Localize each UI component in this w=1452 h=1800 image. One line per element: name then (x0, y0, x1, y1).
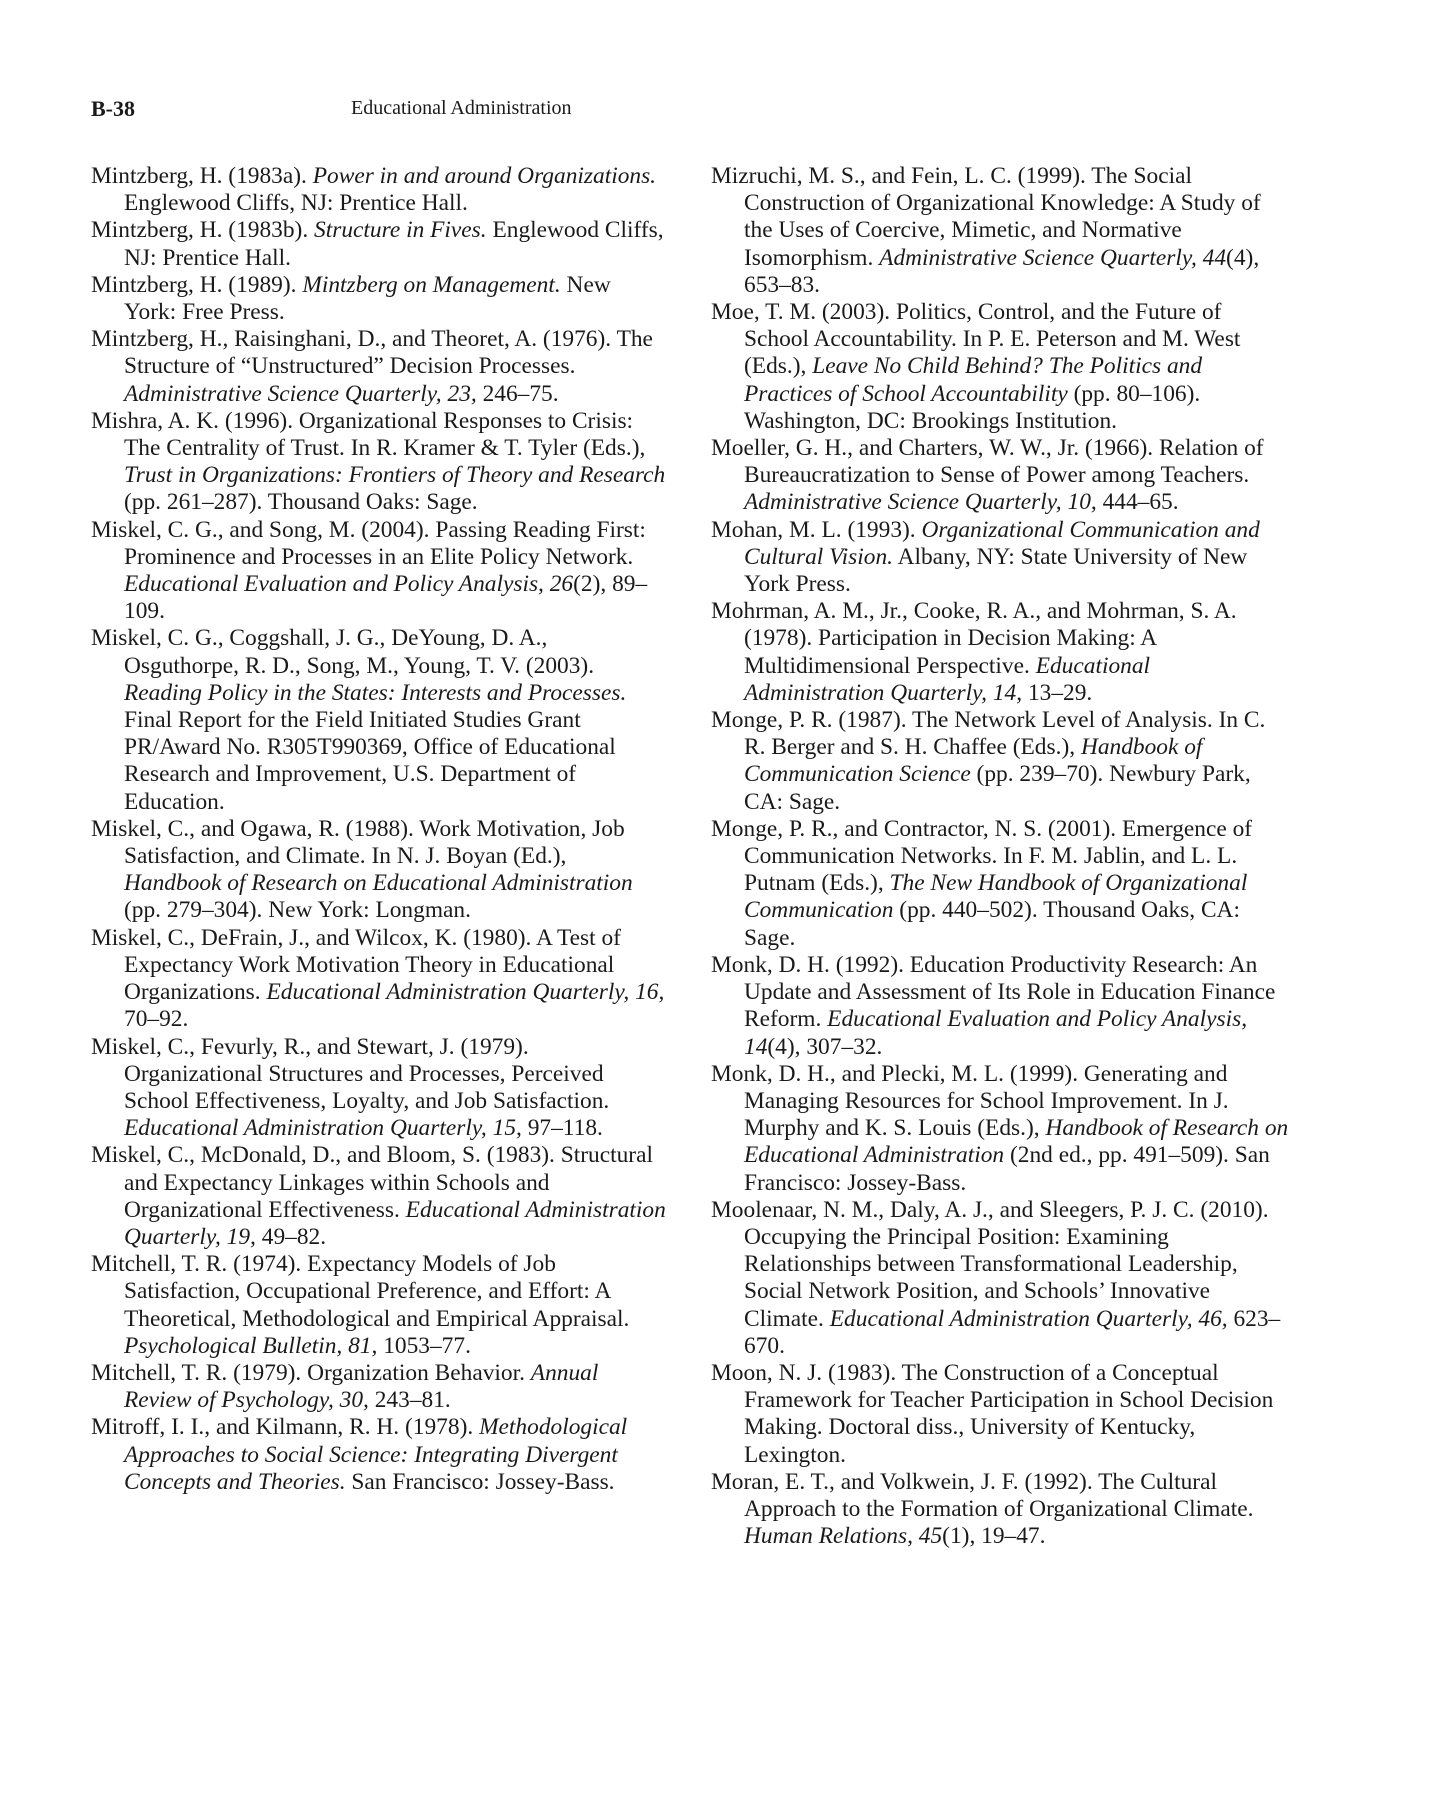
reference-entry: Miskel, C. G., and Song, M. (2004). Passing Reading First: Prominence and Processes in an Elite Policy Network. Educational Evaluation and Policy Analysis, 26(2), 89–109. (91, 516, 648, 625)
reference-entry: Mohan, M. L. (1993). Organizational Communication and Cultural Vision. Albany, NY: State University of New York Press. (711, 516, 1260, 598)
reference-entry: Monge, P. R. (1987). The Network Level of Analysis. In C. R. Berger and S. H. Chaffee (Eds.), Handbook of Communication Science (pp. 239–70). Newbury Park, CA: Sage. (711, 707, 1266, 815)
reference-entry: Moolenaar, N. M., Daly, A. J., and Sleegers, P. J. C. (2010). Occupying the Principal Position: Examining Relationships between Transformational Leadership, Social Network Position, and Schools’ Innovative Climate. Educational Administration Quarterly, 46, 623–670. (711, 1196, 1281, 1359)
reference-entry: Moe, T. M. (2003). Politics, Control, and the Future of School Accountability. In P. E. Peterson and M. West (Eds.), Leave No Child Behind? The Politics and Practices of School Accountability (pp. 80–106). Washington, DC: Brookings Institution. (711, 299, 1241, 434)
reference-entry: Mitroff, I. I., and Kilmann, R. H. (1978). Methodological Approaches to Social Science: Integrating Divergent Concepts and Theories. San Francisco: Jossey-Bass. (91, 1414, 628, 1495)
reference-entry: Monk, D. H. (1992). Education Productivity Research: An Update and Assessment of Its Role in Education Finance Reform. Educational Evaluation and Policy Analysis, 14(4), 307–32. (711, 951, 1276, 1060)
reference-entry: Miskel, C., Fevurly, R., and Stewart, J. (1979). Organizational Structures and Processes, Perceived School Effectiveness, Loyalty, and Job Satisfaction. Educational Administration Quarterly, 15, 97–118. (91, 1033, 610, 1142)
reference-entry: Monge, P. R., and Contractor, N. S. (2001). Emergence of Communication Networks. In F. M. Jablin, and L. L. Putnam (Eds.), The New Handbook of Organizational Communication (pp. 440–502). Thousand Oaks, CA: Sage. (711, 815, 1253, 951)
reference-entry: Mintzberg, H. (1983a). Power in and around Organizations. Englewood Cliffs, NJ: Prentice Hall. (91, 163, 657, 217)
reference-entry: Moran, E. T., and Volkwein, J. F. (1992). The Cultural Approach to the Formation of Organizational Climate. Human Relations, 45(1), 19–47. (711, 1468, 1254, 1550)
reference-entry: Miskel, C. G., Coggshall, J. G., DeYoung, D. A., Osguthorpe, R. D., Song, M., Young, T. V. (2003). Reading Policy in the States: Interests and Processes. Final Report for the Field Initiated Studies Grant PR/Award No. R305T990369, Office of Educational Research and Improvement, U.S. Department of Education. (91, 625, 627, 815)
reference-entry: Miskel, C., McDonald, D., and Bloom, S. (1983). Structural and Expectancy Linkages within Schools and Organizational Effectiveness. Educational Administration Quarterly, 19, 49–82. (91, 1142, 666, 1250)
reference-entry: Moon, N. J. (1983). The Construction of a Conceptual Framework for Teacher Participation in School Decision Making. Doctoral diss., University of Kentucky, Lexington. (711, 1359, 1274, 1468)
reference-entry: Mizruchi, M. S., and Fein, L. C. (1999). The Social Construction of Organizational Knowledge: A Study of the Uses of Coercive, Mimetic, and Normative Isomorphism. Administrative Science Quarterly, 44(4), 653–83. (711, 163, 1261, 298)
references-right-column (711, 163, 1291, 1550)
reference-entry: Mintzberg, H. (1989). Mintzberg on Management. New York: Free Press. (91, 271, 611, 326)
page-number: B-38 (91, 96, 135, 121)
references-left-column (91, 163, 666, 1496)
reference-entry: Mintzberg, H., Raisinghani, D., and Theoret, A. (1976). The Structure of “Unstructured” Decision Processes. Administrative Science Quarterly, 23, 246–75. (91, 326, 653, 407)
reference-entry: Mishra, A. K. (1996). Organizational Responses to Crisis: The Centrality of Trust. In R. Kramer & T. Tyler (Eds.), Trust in Organizations: Frontiers of Theory and Research (pp. 261–287). Thousand Oaks: Sage. (91, 407, 666, 516)
reference-entry: Moeller, G. H., and Charters, W. W., Jr. (1966). Relation of Bureaucratization to Sense of Power among Teachers. Administrative Science Quarterly, 10, 444–65. (711, 435, 1264, 516)
reference-entry: Mitchell, T. R. (1974). Expectancy Models of Job Satisfaction, Occupational Preference, and Effort: A Theoretical, Methodological and Empirical Appraisal. Psychological Bulletin, 81, 1053–77. (91, 1251, 630, 1359)
reference-entry: Mitchell, T. R. (1979). Organization Behavior. Annual Review of Psychology, 30, 243–81. (91, 1359, 599, 1414)
reference-entry: Mohrman, A. M., Jr., Cooke, R. A., and Mohrman, S. A. (1978). Participation in Decision Making: A Multidimensional Perspective. Educational Administration Quarterly, 14, 13–29. (711, 598, 1237, 706)
reference-entry: Monk, D. H., and Plecki, M. L. (1999). Generating and Managing Resources for School Improvement. In J. Murphy and K. S. Louis (Eds.), Handbook of Research on Educational Administration (2nd ed., pp. 491–509). San Francisco: Jossey-Bass. (711, 1060, 1289, 1196)
running-title: Educational Administration (351, 97, 572, 119)
page-header (91, 96, 1291, 126)
reference-entry: Mintzberg, H. (1983b). Structure in Fives. Englewood Cliffs, NJ: Prentice Hall. (91, 217, 664, 271)
reference-entry: Miskel, C., DeFrain, J., and Wilcox, K. (1980). A Test of Expectancy Work Motivation Theory in Educational Organizations. Educational Administration Quarterly, 16, 70–92. (91, 924, 665, 1033)
reference-entry: Miskel, C., and Ogawa, R. (1988). Work Motivation, Job Satisfaction, and Climate. In N. J. Boyan (Ed.), Handbook of Research on Educational Administration (pp. 279–304). New York: Longman. (91, 815, 633, 924)
